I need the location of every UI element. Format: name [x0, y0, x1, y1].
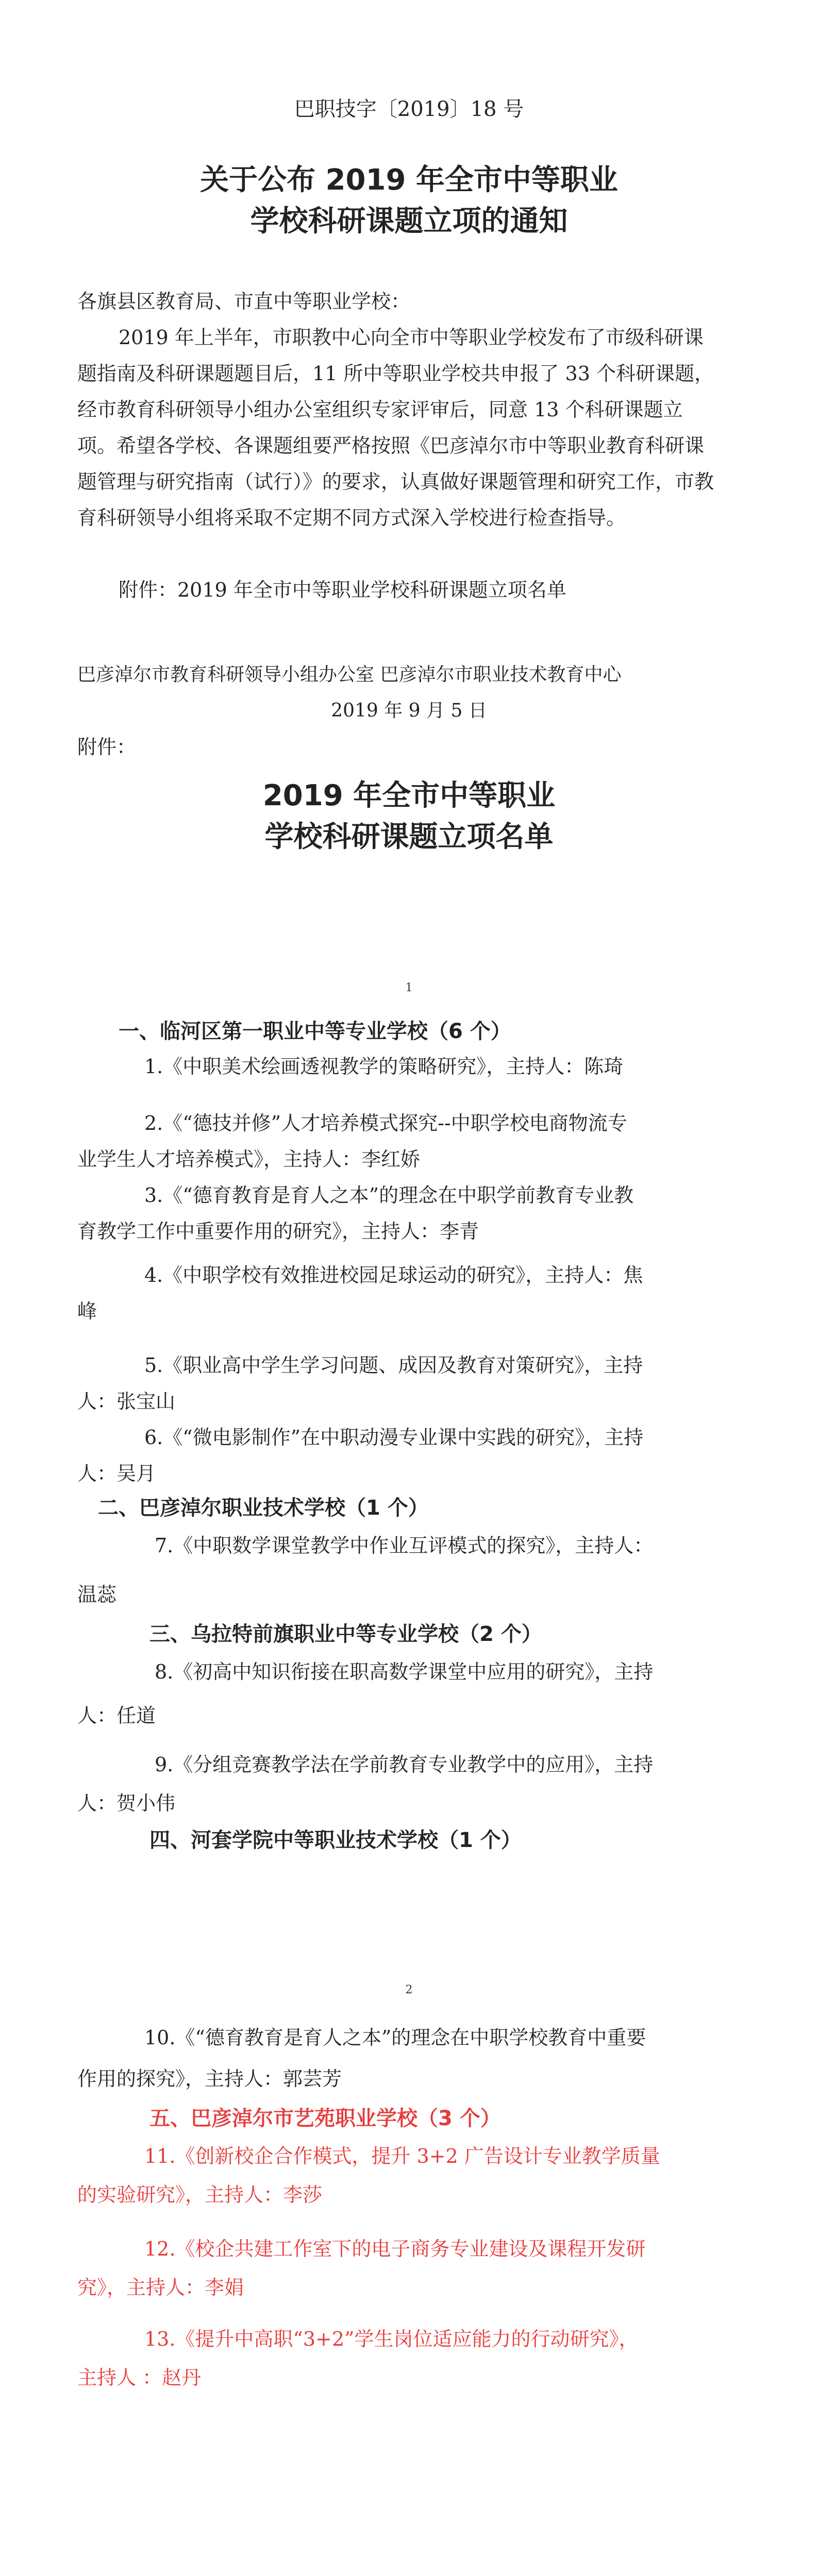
list-title-line1: 2019 年全市中等职业: [262, 779, 556, 812]
list-item-cont: 究》，主持人：李娟: [77, 2276, 244, 2299]
list-item-cont: 人：任道: [77, 1704, 156, 1727]
list-item: 5.《职业高中学生学习问题、成因及教育对策研究》，主持: [144, 1354, 643, 1377]
list-item: 8.《初高中知识衔接在职高数学课堂中应用的研究》，主持: [155, 1660, 654, 1683]
list-item: 12.《校企共建工作室下的电子商务专业建设及课程开发研: [144, 2238, 646, 2260]
attachment-label: 附件：: [77, 736, 137, 758]
list-item-cont: 峰: [77, 1300, 97, 1323]
list-title-line2: 学校科研课题立项名单: [264, 820, 554, 854]
section-heading: 二、巴彦淖尔职业技术学校（1 个）: [98, 1496, 429, 1520]
notice-title-line1: 关于公布 2019 年全市中等职业: [200, 163, 618, 197]
page-number: 2: [405, 1984, 413, 1996]
notice-title-line2: 学校科研课题立项的通知: [250, 205, 568, 238]
list-item: 3.《“德育教育是育人之本”的理念在中职学前教育专业教: [144, 1184, 634, 1207]
list-item-cont: 育教学工作中重要作用的研究》，主持人：李青: [77, 1220, 479, 1243]
list-item: 13.《提升中高职“3+2”学生岗位适应能力的行动研究》，: [144, 2328, 639, 2350]
section-heading: 一、临河区第一职业中等专业学校（6 个）: [119, 1020, 511, 1043]
recipients: 各旗县区教育局、市直中等职业学校：: [77, 290, 411, 313]
list-item-cont: 作用的探究》，主持人：郭芸芳: [77, 2067, 342, 2090]
list-item-cont: 的实验研究》，主持人：李莎: [77, 2183, 323, 2206]
section-heading: 四、河套学院中等职业技术学校（1 个）: [149, 1828, 522, 1852]
list-item: 10.《“德育教育是育人之本”的理念在中职学校教育中重要: [144, 2026, 646, 2049]
list-item: 6.《“微电影制作”在中职动漫专业课中实践的研究》，主持: [144, 1426, 644, 1449]
list-item: 7.《中职数学课堂教学中作业互评模式的探究》，主持人：: [155, 1534, 654, 1557]
date: 2019 年 9 月 5 日: [331, 700, 487, 721]
list-item-cont: 业学生人才培养模式》，主持人：李红娇: [77, 1148, 421, 1171]
page-number: 1: [405, 981, 413, 994]
list-item-cont: 人：贺小伟: [77, 1792, 176, 1815]
list-item-cont: 温蕊: [77, 1583, 117, 1606]
list-item: 1.《中职美术绘画透视教学的策略研究》，主持人：陈琦: [144, 1055, 624, 1078]
list-item-cont: 人：吴月: [77, 1462, 156, 1485]
list-item: 4.《中职学校有效推进校园足球运动的研究》，主持人：焦: [144, 1264, 643, 1286]
list-item: 9.《分组竞赛教学法在学前教育专业教学中的应用》，主持: [155, 1753, 654, 1776]
list-item: 11.《创新校企合作模式，提升 3+2 广告设计专业教学质量: [144, 2145, 660, 2167]
list-item: 2.《“德技并修”人才培养模式探究--中职学校电商物流专: [144, 1112, 627, 1134]
signature: 巴彦淖尔市教育科研领导小组办公室 巴彦淖尔市职业技术教育中心: [77, 664, 622, 685]
notice-paragraph: 2019 年上半年，市职教中心向全市中等职业学校发布了市级科研课题指南及科研课题题目后，11 所中等职业学校共申报了 33 个科研课题，经市教育科研领导小组办公室组织专家评审后，同意 13 个科研课题立项。希望各学校、各课题组要严格按照《巴彦淖尔市中等职业教育科研课题管理与研究指南（试行）》的要求，认真做好课题管理和研究工作，市教育科研领导小组将采取不定期不同方式深入学校进行检查指导。: [77, 326, 714, 529]
document-number: 巴职技字〔2019〕18 号: [294, 97, 524, 121]
section-heading: 五、巴彦淖尔市艺苑职业学校（3 个）: [149, 2107, 501, 2130]
attachment-note: 附件：2019 年全市中等职业学校科研课题立项名单: [119, 579, 566, 601]
section-heading: 三、乌拉特前旗职业中等专业学校（2 个）: [149, 1622, 542, 1646]
list-item-cont: 主持人 ：赵丹: [77, 2366, 202, 2389]
list-item-cont: 人：张宝山: [77, 1390, 176, 1413]
